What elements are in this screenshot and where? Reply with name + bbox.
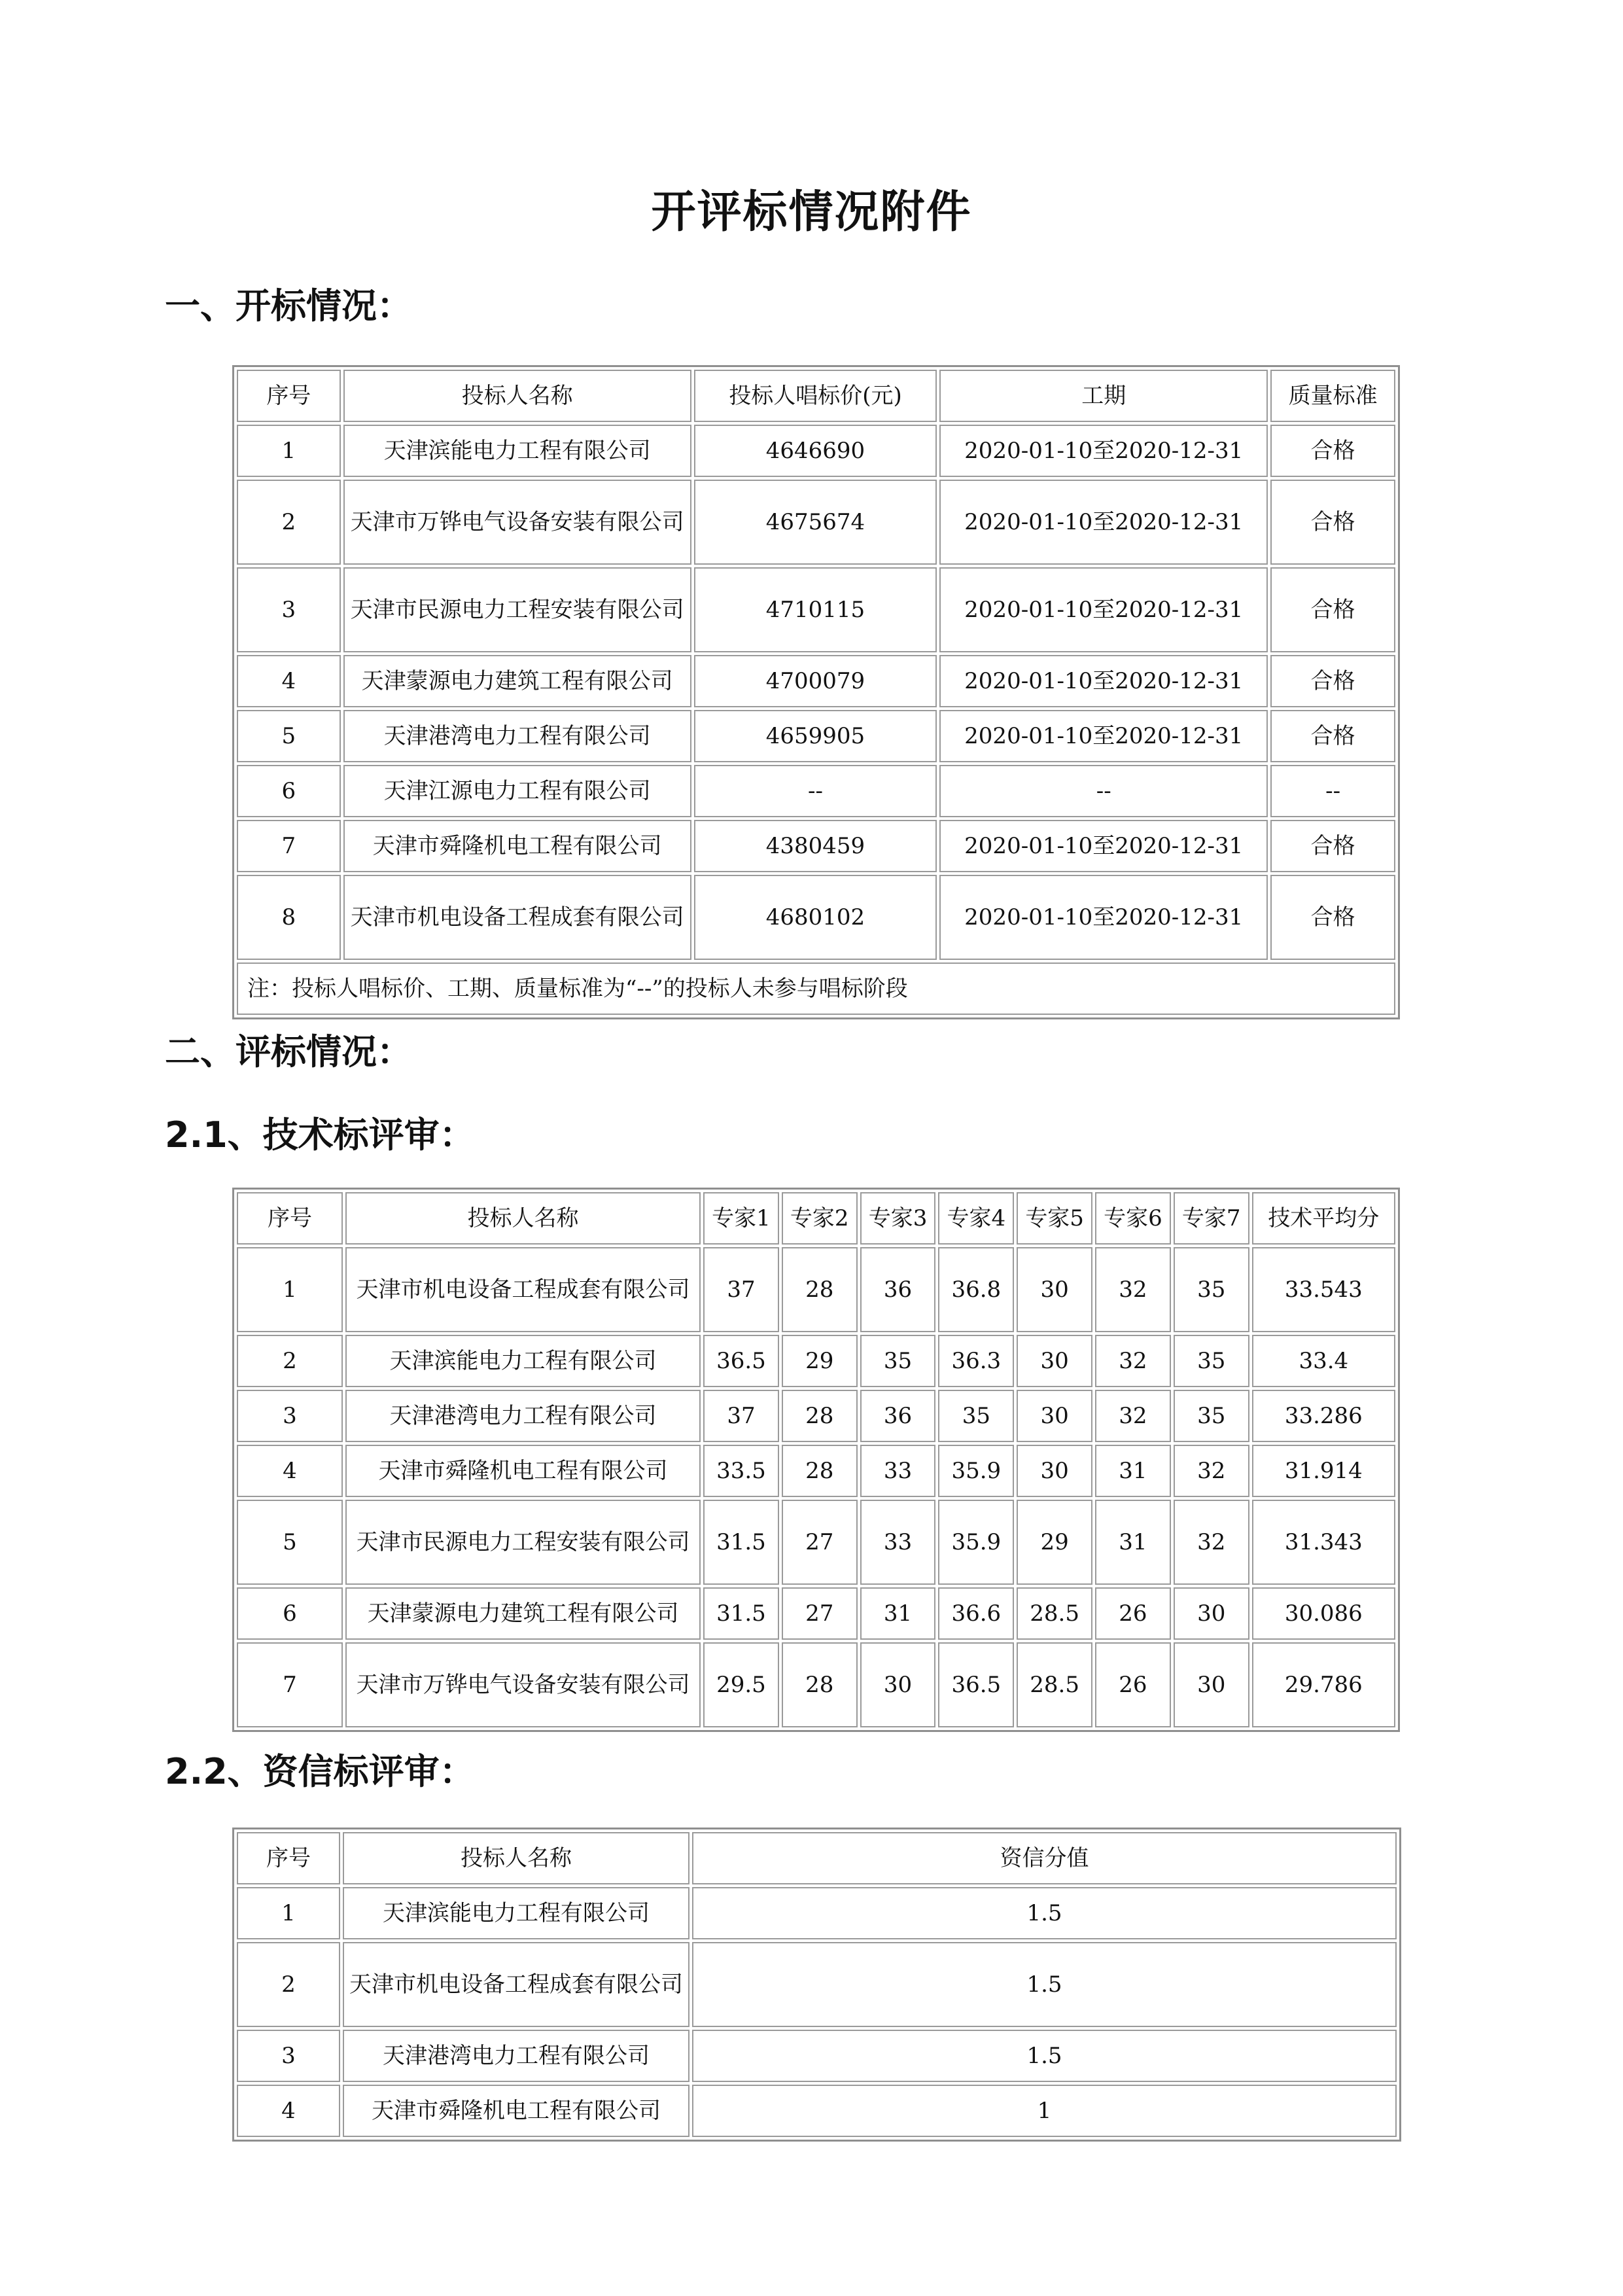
cell-period: 2020-01-10至2020-12-31 (939, 655, 1268, 707)
cell-index: 3 (237, 567, 341, 652)
cell-score: 29.5 (703, 1642, 779, 1727)
cell-score: 31 (860, 1587, 936, 1640)
cell-score: 28.5 (1017, 1642, 1092, 1727)
cell-score: 30 (860, 1642, 936, 1727)
cell-bid-price: 4380459 (694, 820, 937, 872)
cell-score: 29 (1017, 1500, 1092, 1585)
cell-bidder-name: 天津市机电设备工程成套有限公司 (343, 875, 691, 960)
page-title: 开评标情况附件 (651, 186, 972, 238)
header-cell: 投标人唱标价(元) (694, 370, 937, 422)
cell-index: 2 (237, 1942, 340, 2027)
cell-bid-price: 4680102 (694, 875, 937, 960)
header-cell: 技术平均分 (1252, 1192, 1395, 1245)
cell-bidder-name: 天津港湾电力工程有限公司 (343, 2030, 689, 2082)
cell-bidder-name: 天津市机电设备工程成套有限公司 (345, 1247, 701, 1332)
section-heading-technical-review: 2.1、技术标评审： (165, 1114, 475, 1156)
cell-bidder-name: 天津市舜隆机电工程有限公司 (345, 1445, 701, 1497)
table-note-row (237, 963, 1395, 1015)
cell-index: 4 (237, 1445, 343, 1497)
table-header-row (237, 1832, 1397, 1884)
cell-score: 29 (782, 1335, 858, 1387)
table-header-row (237, 370, 1395, 422)
header-cell: 资信分值 (692, 1832, 1397, 1884)
cell-score: 28 (782, 1390, 858, 1442)
header-cell: 专家2 (782, 1192, 858, 1245)
cell-score: 31.5 (703, 1587, 779, 1640)
cell-score: 31 (1095, 1445, 1171, 1497)
section-heading-credit-review: 2.2、资信标评审： (165, 1751, 475, 1792)
header-cell: 序号 (237, 370, 341, 422)
header-cell: 质量标准 (1270, 370, 1395, 422)
cell-score: 27 (782, 1500, 858, 1585)
bid-opening-table (232, 365, 1400, 1019)
cell-bidder-name: 天津市民源电力工程安装有限公司 (345, 1500, 701, 1585)
cell-score: 32 (1095, 1247, 1171, 1332)
header-cell: 序号 (237, 1832, 340, 1884)
cell-score: 35 (938, 1390, 1014, 1442)
cell-quality: 合格 (1270, 567, 1395, 652)
cell-score: 30 (1017, 1390, 1092, 1442)
cell-bid-price: 4700079 (694, 655, 937, 707)
cell-score: 36 (860, 1390, 936, 1442)
cell-average: 30.086 (1252, 1587, 1395, 1640)
cell-score: 26 (1095, 1642, 1171, 1727)
cell-quality: 合格 (1270, 710, 1395, 762)
cell-index: 1 (237, 425, 341, 477)
cell-score: 37 (703, 1247, 779, 1332)
cell-score: 28 (782, 1445, 858, 1497)
cell-index: 6 (237, 765, 341, 817)
cell-score: 33 (860, 1445, 936, 1497)
header-cell: 专家4 (938, 1192, 1014, 1245)
cell-credit-score: 1 (692, 2085, 1397, 2137)
cell-average: 33.286 (1252, 1390, 1395, 1442)
cell-score: 26 (1095, 1587, 1171, 1640)
table-row (237, 1247, 1395, 1332)
cell-period: 2020-01-10至2020-12-31 (939, 820, 1268, 872)
cell-period: 2020-01-10至2020-12-31 (939, 567, 1268, 652)
cell-score: 31.5 (703, 1500, 779, 1585)
cell-index: 5 (237, 1500, 343, 1585)
table-note: 注：投标人唱标价、工期、质量标准为“--”的投标人未参与唱标阶段 (237, 963, 1395, 1015)
cell-bidder-name: 天津江源电力工程有限公司 (343, 765, 691, 817)
cell-bidder-name: 天津市万铧电气设备安装有限公司 (343, 480, 691, 565)
cell-score: 30 (1017, 1247, 1092, 1332)
cell-score: 33 (860, 1500, 936, 1585)
table-row (237, 710, 1395, 762)
cell-period: 2020-01-10至2020-12-31 (939, 480, 1268, 565)
header-cell: 投标人名称 (345, 1192, 701, 1245)
cell-index: 2 (237, 480, 341, 565)
cell-bidder-name: 天津滨能电力工程有限公司 (343, 1887, 689, 1939)
cell-score: 36 (860, 1247, 936, 1332)
table-row (237, 1390, 1395, 1442)
cell-index: 1 (237, 1247, 343, 1332)
table-row (237, 1642, 1395, 1727)
cell-score: 28 (782, 1247, 858, 1332)
table-row (237, 2085, 1397, 2137)
cell-bid-price: 4659905 (694, 710, 937, 762)
cell-bid-price: 4710115 (694, 567, 937, 652)
cell-score: 30 (1017, 1335, 1092, 1387)
header-cell: 专家6 (1095, 1192, 1171, 1245)
cell-score: 28.5 (1017, 1587, 1092, 1640)
header-cell: 专家7 (1174, 1192, 1249, 1245)
cell-index: 4 (237, 2085, 340, 2137)
table-row (237, 820, 1395, 872)
cell-average: 31.343 (1252, 1500, 1395, 1585)
cell-score: 30 (1174, 1642, 1249, 1727)
cell-score: 32 (1174, 1500, 1249, 1585)
technical-review-table (232, 1188, 1400, 1732)
cell-score: 32 (1095, 1390, 1171, 1442)
header-cell: 序号 (237, 1192, 343, 1245)
cell-average: 31.914 (1252, 1445, 1395, 1497)
section-heading-bid-opening: 一、开标情况： (165, 285, 412, 327)
table-row (237, 567, 1395, 652)
cell-index: 6 (237, 1587, 343, 1640)
cell-credit-score: 1.5 (692, 1887, 1397, 1939)
cell-period: 2020-01-10至2020-12-31 (939, 710, 1268, 762)
cell-average: 33.543 (1252, 1247, 1395, 1332)
cell-score: 36.6 (938, 1587, 1014, 1640)
section-heading-evaluation: 二、评标情况： (165, 1031, 412, 1072)
cell-score: 28 (782, 1642, 858, 1727)
cell-bidder-name: 天津市民源电力工程安装有限公司 (343, 567, 691, 652)
cell-average: 33.4 (1252, 1335, 1395, 1387)
header-cell: 工期 (939, 370, 1268, 422)
cell-index: 5 (237, 710, 341, 762)
cell-period: 2020-01-10至2020-12-31 (939, 875, 1268, 960)
cell-score: 36.5 (703, 1335, 779, 1387)
cell-index: 8 (237, 875, 341, 960)
cell-score: 32 (1095, 1335, 1171, 1387)
credit-review-table (232, 1828, 1401, 2142)
cell-quality: -- (1270, 765, 1395, 817)
table-row (237, 875, 1395, 960)
cell-score: 37 (703, 1390, 779, 1442)
cell-score: 30 (1174, 1587, 1249, 1640)
cell-index: 4 (237, 655, 341, 707)
cell-score: 36.5 (938, 1642, 1014, 1727)
cell-bidder-name: 天津蒙源电力建筑工程有限公司 (345, 1587, 701, 1640)
cell-index: 7 (237, 1642, 343, 1727)
cell-score: 35 (860, 1335, 936, 1387)
cell-average: 29.786 (1252, 1642, 1395, 1727)
cell-score: 35 (1174, 1390, 1249, 1442)
cell-score: 35 (1174, 1247, 1249, 1332)
cell-bid-price: -- (694, 765, 937, 817)
cell-quality: 合格 (1270, 655, 1395, 707)
cell-score: 35.9 (938, 1445, 1014, 1497)
table-row (237, 1587, 1395, 1640)
cell-score: 32 (1174, 1445, 1249, 1497)
header-cell: 专家3 (860, 1192, 936, 1245)
table-row (237, 1335, 1395, 1387)
header-cell: 专家5 (1017, 1192, 1092, 1245)
table-row (237, 425, 1395, 477)
cell-score: 30 (1017, 1445, 1092, 1497)
cell-period: -- (939, 765, 1268, 817)
cell-score: 27 (782, 1587, 858, 1640)
table-row (237, 2030, 1397, 2082)
cell-bid-price: 4646690 (694, 425, 937, 477)
cell-bidder-name: 天津蒙源电力建筑工程有限公司 (343, 655, 691, 707)
cell-bidder-name: 天津市机电设备工程成套有限公司 (343, 1942, 689, 2027)
cell-quality: 合格 (1270, 820, 1395, 872)
cell-credit-score: 1.5 (692, 1942, 1397, 2027)
header-cell: 专家1 (703, 1192, 779, 1245)
cell-credit-score: 1.5 (692, 2030, 1397, 2082)
table-row (237, 1500, 1395, 1585)
cell-bidder-name: 天津港湾电力工程有限公司 (343, 710, 691, 762)
table-row (237, 765, 1395, 817)
cell-score: 31 (1095, 1500, 1171, 1585)
cell-score: 33.5 (703, 1445, 779, 1497)
cell-bidder-name: 天津市舜隆机电工程有限公司 (343, 2085, 689, 2137)
cell-index: 7 (237, 820, 341, 872)
table-row (237, 1445, 1395, 1497)
cell-period: 2020-01-10至2020-12-31 (939, 425, 1268, 477)
cell-bidder-name: 天津港湾电力工程有限公司 (345, 1390, 701, 1442)
cell-bidder-name: 天津滨能电力工程有限公司 (345, 1335, 701, 1387)
cell-score: 36.8 (938, 1247, 1014, 1332)
cell-score: 35.9 (938, 1500, 1014, 1585)
cell-bidder-name: 天津市万铧电气设备安装有限公司 (345, 1642, 701, 1727)
cell-index: 1 (237, 1887, 340, 1939)
table-row (237, 480, 1395, 565)
cell-index: 2 (237, 1335, 343, 1387)
cell-index: 3 (237, 2030, 340, 2082)
header-cell: 投标人名称 (343, 1832, 689, 1884)
cell-bidder-name: 天津滨能电力工程有限公司 (343, 425, 691, 477)
cell-score: 36.3 (938, 1335, 1014, 1387)
table-row (237, 1942, 1397, 2027)
header-cell: 投标人名称 (343, 370, 691, 422)
cell-bidder-name: 天津市舜隆机电工程有限公司 (343, 820, 691, 872)
cell-quality: 合格 (1270, 425, 1395, 477)
cell-quality: 合格 (1270, 480, 1395, 565)
table-row (237, 1887, 1397, 1939)
cell-index: 3 (237, 1390, 343, 1442)
table-header-row (237, 1192, 1395, 1245)
table-row (237, 655, 1395, 707)
cell-bid-price: 4675674 (694, 480, 937, 565)
cell-score: 35 (1174, 1335, 1249, 1387)
cell-quality: 合格 (1270, 875, 1395, 960)
